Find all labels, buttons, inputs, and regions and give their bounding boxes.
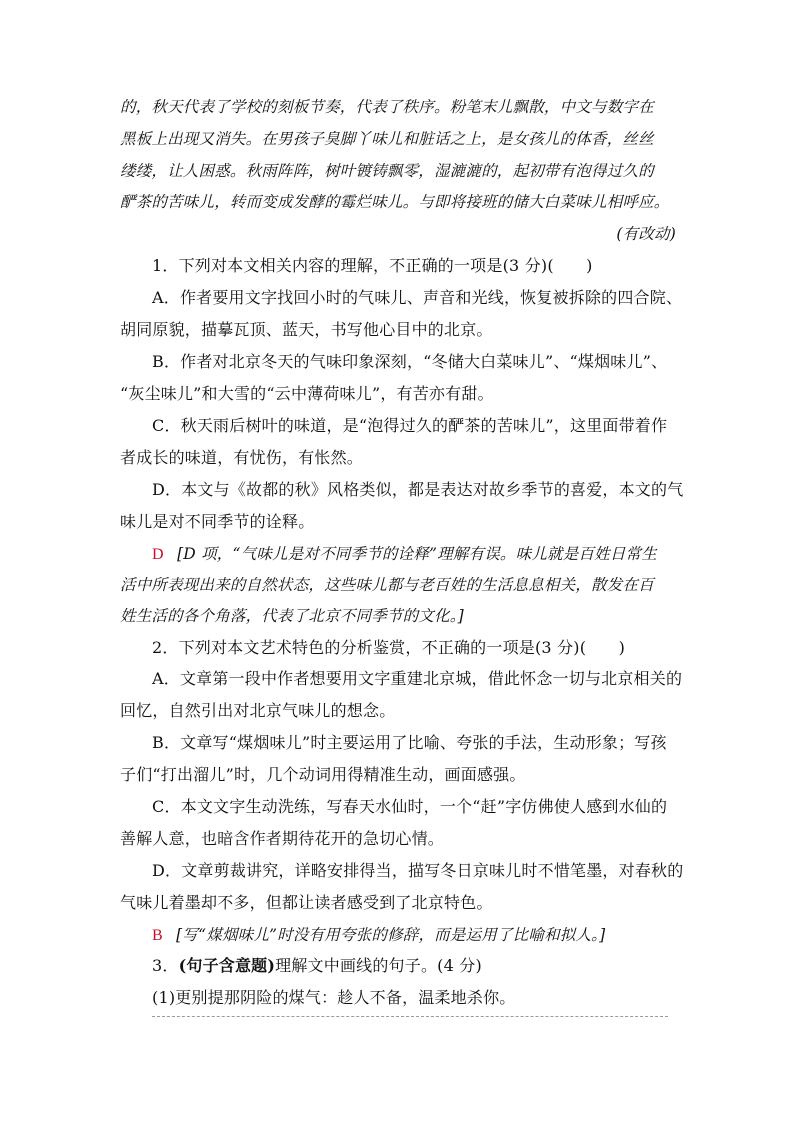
q3-number: 3． [152, 956, 179, 975]
q2-option-c-cont: 善解人意，也暗含作者期待花开的急切心情。 [120, 829, 445, 848]
q1-option-a: A．作者要用文字找回小时的气味儿、声音和光线，恢复被拆除的四合院、 [152, 288, 683, 307]
q1-answer-line [152, 544, 676, 565]
q2-option-d-cont: 气味儿着墨却不多，但都让读者感受到了北京特色。 [120, 893, 493, 912]
q2-option-d: D．文章剪裁讲究，详略安排得当，描写冬日京味儿时不惜笔墨，对春秋的 [152, 861, 684, 880]
passage-line-3: 缕缕，让人困惑。秋雨阵阵，树叶镀铸飘零，湿漉漉的，起初带有泡得过久的 [120, 162, 654, 180]
passage-line-1: 的，秋天代表了学校的刻板节奏，代表了秩序。粉笔末儿飘散，中文与数字在 [120, 98, 654, 116]
source-note: (有改动) [616, 225, 676, 243]
q2-option-b: B．文章写“煤烟味儿”时主要运用了比喻、夸张的手法，生动形象；写孩 [152, 733, 667, 752]
q1-option-a-cont: 胡同原貌，描摹瓦顶、蓝天，书写他心目中的北京。 [120, 320, 493, 339]
q1-option-b: B．作者对北京冬天的气味印象深刻，“冬储大白菜味儿”、“煤烟味儿”、 [152, 352, 668, 371]
q3-stem-rest: 理解文中画线的句子。(4 分) [275, 956, 482, 975]
q1-explanation-1: [D 项，“气味儿是对不同季节的诠释”理解有误。味儿就是百姓日常生 [177, 545, 657, 563]
q1-option-c: C．秋天雨后树叶的味道，是“泡得过久的酽茶的苦味儿”，这里面带着作 [152, 416, 668, 435]
q1-option-d-cont: 味儿是对不同季节的诠释。 [120, 512, 315, 531]
q3-sub-question-1: (1)更别提那阴险的煤气：趁人不备，温柔地杀你。 [152, 988, 516, 1007]
q2-option-a: A．文章第一段中作者想要用文字重建北京城，借此怀念一切与北京相关的 [152, 669, 683, 688]
q1-explanation-2: 活中所表现出来的自然状态，这些味儿都与老百姓的生活息息相关，散发在百 [120, 576, 654, 594]
q2-option-b-cont: 子们“打出溜儿”时，几个动词用得精准生动，画面感强。 [120, 765, 526, 784]
footer-divider [152, 1016, 668, 1017]
q3-tag: (句子含意题) [178, 956, 276, 975]
q1-explanation-3: 姓生活的各个角落，代表了北京不同季节的文化。] [120, 607, 464, 625]
q1-option-c-cont: 者成长的味道，有忧伤，有怅然。 [120, 448, 364, 467]
q2-option-c: C．本文文字生动洗练，写春天水仙时，一个“赶”字仿佛使人感到水仙的 [152, 797, 668, 816]
q2-option-a-cont: 回忆，自然引出对北京气味儿的想念。 [120, 701, 396, 720]
q1-answer-letter: D [152, 546, 164, 563]
q1-option-b-cont: “灰尘味儿”和大雪的“云中薄荷味儿”，有苦亦有甜。 [120, 384, 494, 403]
q1-stem: 1．下列对本文相关内容的理解，不正确的一项是(3 分)( ) [152, 256, 593, 275]
q3-stem [152, 956, 676, 976]
passage-line-4: 酽茶的苦味儿，转而变成发酵的霉烂味儿。与即将接班的储大白菜味儿相呼应。 [120, 193, 670, 211]
q2-answer-line [152, 925, 676, 946]
passage-line-2: 黑板上出现又消失。在男孩子臭脚丫味儿和脏话之上，是女孩儿的体香，丝丝 [120, 130, 654, 148]
q2-explanation: [写“煤烟味儿”时没有用夸张的修辞，而是运用了比喻和拟人。] [176, 926, 606, 944]
q1-option-d: D．本文与《故都的秋》风格类似，都是表达对故乡季节的喜爱，本文的气 [152, 480, 684, 499]
q2-stem: 2．下列对本文艺术特色的分析鉴赏，不正确的一项是(3 分)( ) [152, 638, 626, 657]
q2-answer-letter: B [152, 927, 163, 944]
